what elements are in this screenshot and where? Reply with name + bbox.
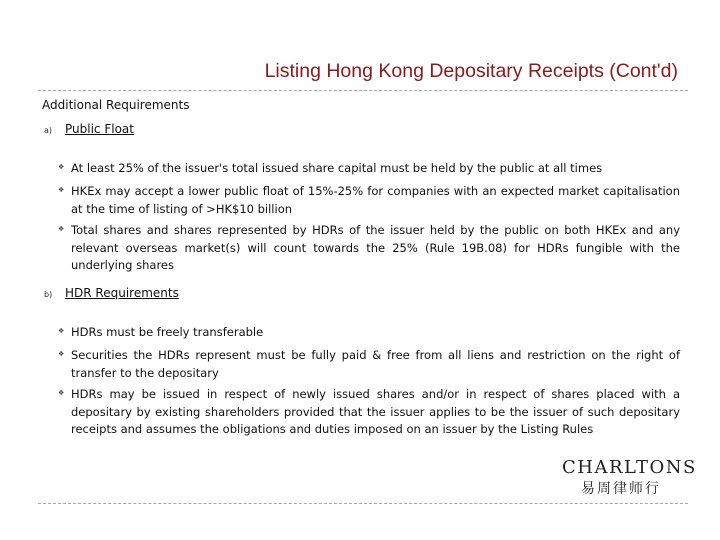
bullet-text: Securities the HDRs represent must be fully paid & free from all liens and restriction on the right of transfer to the depositary (71, 348, 680, 380)
top-dashed-divider (38, 90, 688, 91)
bullet-text: At least 25% of the issuer's total issued share capital must be held by the public at all times (71, 161, 603, 175)
logo-wordmark: CHARLTONS (562, 457, 697, 478)
section-a-heading: Public Float (65, 122, 134, 136)
bullet-item (58, 183, 680, 218)
bullet-item (58, 386, 680, 439)
diamond-bullet-icon: ❖ (58, 389, 65, 397)
diamond-bullet-icon: ❖ (58, 225, 65, 233)
section-b-heading: HDR Requirements (65, 286, 179, 300)
section-b-marker: b) (44, 290, 53, 299)
logo-chinese-name: 易周律师行 (581, 481, 661, 497)
charltons-logo (556, 451, 697, 497)
bottom-dashed-divider (38, 503, 688, 504)
bullet-item (58, 160, 680, 178)
slide-title: Listing Hong Kong Depositary Receipts (Cont'd) (264, 60, 678, 82)
bullet-text: HKEx may accept a lower public float of 15%-25% for companies with an expected market capitalisation at the time of listing of >HK$10 billion (71, 184, 680, 216)
diamond-bullet-icon: ❖ (58, 350, 65, 358)
diamond-bullet-icon: ❖ (58, 327, 65, 335)
section-a-marker: a) (44, 126, 53, 135)
diamond-bullet-icon: ❖ (58, 163, 65, 171)
bullet-text: HDRs must be freely transferable (71, 325, 264, 339)
bullet-text: Total shares and shares represented by HDRs of the issuer held by the public on both HKEx and any relevant overseas market(s) will count towards the 25% (Rule 19B.08) for HDRs fungible with the underlying shares (71, 223, 680, 272)
bullet-item (58, 347, 680, 382)
section-subtitle: Additional Requirements (42, 98, 190, 112)
diamond-bullet-icon: ❖ (58, 186, 65, 194)
bullet-text: HDRs may be issued in respect of newly issued shares and/or in respect of shares placed with a depositary by existing shareholders provided that the issuer applies to be the issuer of such depositary receipts and assumes the obligations and duties imposed on an issuer by the Listing Rules (71, 387, 680, 436)
bullet-item (58, 324, 680, 342)
bullet-item (58, 222, 680, 275)
